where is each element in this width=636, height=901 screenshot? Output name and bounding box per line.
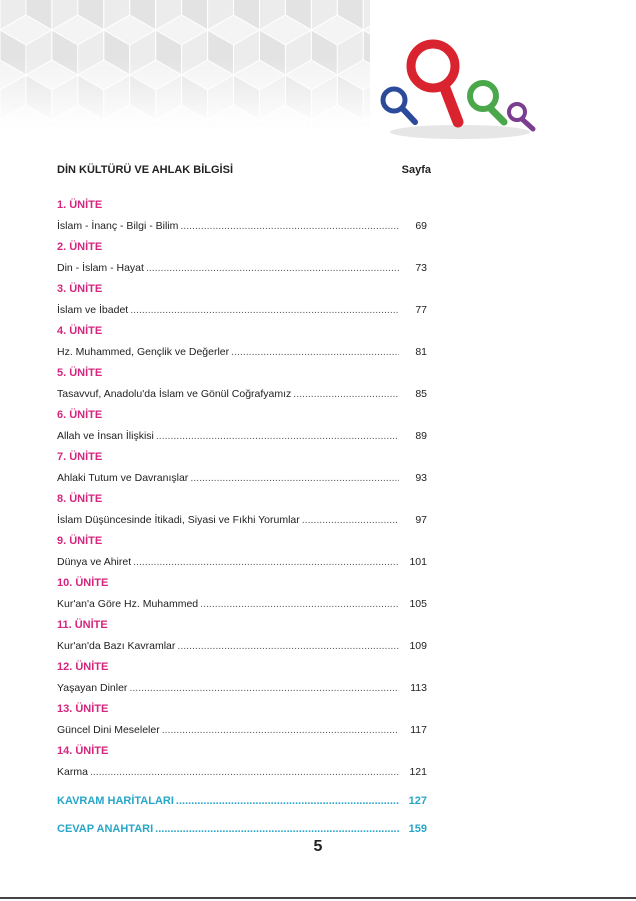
subject-title: DİN KÜLTÜRÜ VE AHLAK BİLGİSİ [57,164,233,176]
entry-page: 93 [415,472,427,484]
cube-pattern-background [0,0,370,130]
entry-title: Karma [57,766,88,778]
unit-label: 11. ÜNİTE [57,619,108,631]
footer-rule [0,897,636,899]
entry-title: Yaşayan Dinler [57,682,128,694]
unit-label: 3. ÜNİTE [57,283,103,295]
table-of-contents [57,198,427,786]
dot-leader [90,765,399,779]
dot-leader [293,387,399,401]
entry-title: Hz. Muhammed, Gençlik ve Değerler [57,346,230,358]
unit-label: 13. ÜNİTE [57,703,109,715]
toc-header [57,164,431,178]
toc-entry [57,639,427,653]
dot-leader [129,681,399,695]
dot-leader [130,303,399,317]
dot-leader [176,794,399,808]
toc-unit [57,702,427,744]
dot-leader [133,555,399,569]
entry-title: Ahlaki Tutum ve Davranışlar [57,472,189,484]
unit-label: 1. ÜNİTE [57,199,103,211]
toc-unit [57,492,427,534]
toc-unit [57,408,427,450]
entry-title: Kur'an'a Göre Hz. Muhammed [57,598,199,610]
toc-unit [57,282,427,324]
toc-entry [57,303,427,317]
dot-leader [302,513,399,527]
dot-leader [190,471,399,485]
toc-entry [57,513,427,527]
toc-unit [57,366,427,408]
toc-answer-key-entry [57,822,427,836]
dot-leader [156,429,399,443]
entry-page: 77 [415,304,427,316]
toc-entry [57,681,427,695]
dot-leader [155,822,399,836]
entry-title: Allah ve İnsan İlişkisi [57,430,154,442]
unit-label: 7. ÜNİTE [57,451,103,463]
toc-entry [57,765,427,779]
dot-leader [180,219,399,233]
entry-title: İslam - İnanç - Bilgi - Bilim [57,220,179,232]
toc-concept-maps-entry [57,794,427,808]
toc-unit [57,744,427,786]
entry-title: İslam Düşüncesinde İtikadi, Siyasi ve Fıkhi Yorumlar [57,514,300,526]
entry-page: 101 [409,556,427,568]
entry-page: 81 [415,346,427,358]
toc-entry [57,387,427,401]
entry-title: Dünya ve Ahiret [57,556,132,568]
entry-page: 73 [415,262,427,274]
entry-page: 127 [408,795,427,807]
page-column-label: Sayfa [401,164,431,176]
toc-entry [57,429,427,443]
unit-label: 2. ÜNİTE [57,241,103,253]
dot-leader [231,345,399,359]
entry-page: 121 [409,766,427,778]
toc-unit [57,450,427,492]
magnifier-icon [411,44,458,122]
entry-page: 85 [415,388,427,400]
unit-label: 8. ÜNİTE [57,493,103,505]
magnifier-icons-logo [370,34,545,144]
toc-entry [57,345,427,359]
entry-title: Güncel Dini Meseleler [57,724,160,736]
toc-unit [57,198,427,240]
entry-title: İslam ve İbadet [57,304,129,316]
unit-label: 9. ÜNİTE [57,535,103,547]
magnifier-icon [509,104,533,129]
entry-page: 69 [415,220,427,232]
toc-entry [57,555,427,569]
unit-label: 5. ÜNİTE [57,367,103,379]
toc-unit [57,324,427,366]
unit-label: 14. ÜNİTE [57,745,109,757]
entry-page: 159 [408,823,427,835]
entry-page: 117 [410,724,427,736]
toc-entry [57,471,427,485]
entry-title: CEVAP ANAHTARI [57,823,154,835]
toc-unit [57,660,427,702]
magnifier-icon [470,83,504,122]
dot-leader [200,597,399,611]
dot-leader [177,639,399,653]
toc-unit [57,576,427,618]
unit-label: 4. ÜNİTE [57,325,103,337]
entry-title: KAVRAM HARİTALARI [57,795,174,807]
entry-page: 113 [410,682,427,694]
page-number: 5 [313,838,323,855]
toc-unit [57,618,427,660]
toc-entry [57,219,427,233]
entry-title: Din - İslam - Hayat [57,262,144,274]
toc-unit [57,240,427,282]
entry-title: Tasavvuf, Anadolu'da İslam ve Gönül Coğrafyamız [57,388,292,400]
toc-entry [57,723,427,737]
unit-label: 6. ÜNİTE [57,409,103,421]
toc-entry [57,261,427,275]
entry-page: 109 [409,640,427,652]
unit-label: 12. ÜNİTE [57,661,109,673]
toc-unit [57,534,427,576]
dot-leader [146,261,399,275]
magnifier-icon [383,89,415,122]
dot-leader [162,723,399,737]
entry-page: 105 [409,598,427,610]
cube-face [363,0,370,30]
toc-entry [57,597,427,611]
entry-title: Kur'an'da Bazı Kavramlar [57,640,176,652]
entry-page: 89 [415,430,427,442]
entry-page: 97 [415,514,427,526]
unit-label: 10. ÜNİTE [57,577,109,589]
